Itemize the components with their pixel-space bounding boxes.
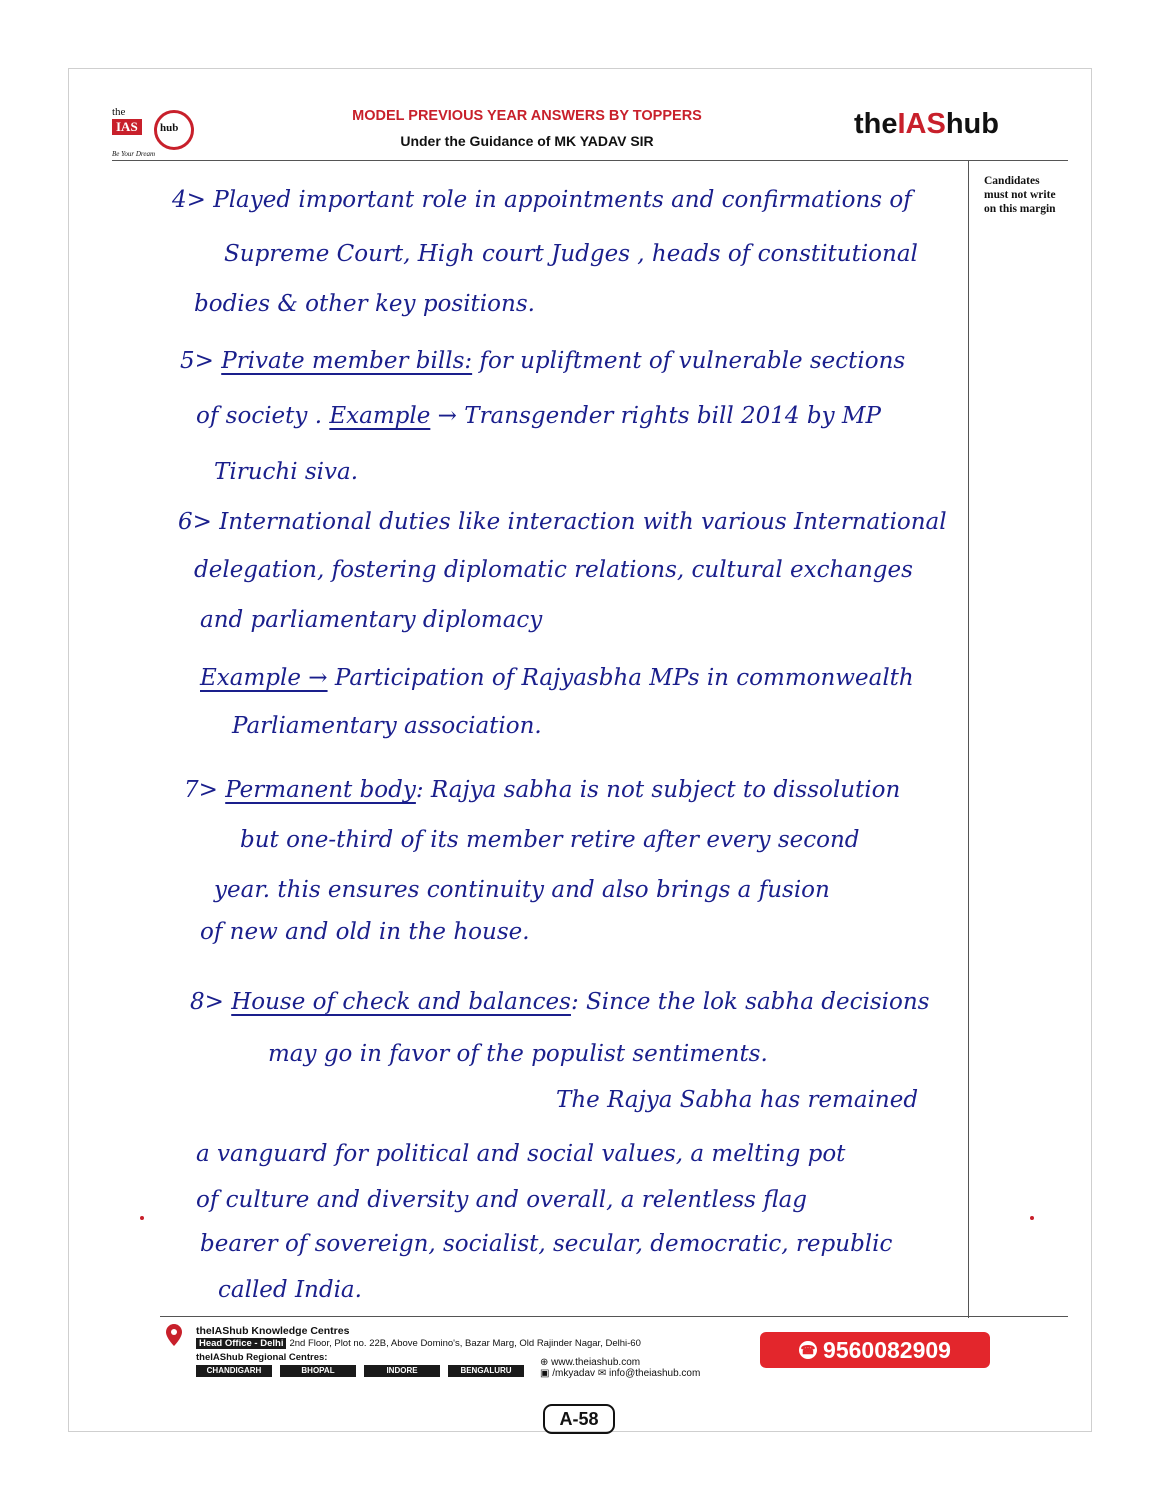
city-chandigarh: CHANDIGARH <box>196 1365 272 1377</box>
point-5-text-2b: → Transgender rights bill 2014 by MP <box>437 403 881 429</box>
mail-icon: ✉ <box>597 1368 607 1379</box>
margin-line <box>968 160 969 1318</box>
point-5-heading: Private member bills: <box>221 348 473 374</box>
point-6-example-line <box>200 664 914 692</box>
header-divider <box>112 160 1068 161</box>
point-5-number: 5> <box>180 348 214 374</box>
city-bhopal: BHOPAL <box>280 1365 356 1377</box>
brand-suffix: hub <box>945 108 999 140</box>
page-number: A-58 <box>543 1404 615 1434</box>
head-office-address: 2nd Floor, Plot no. 22B, Above Domino's, Bazar Marg, Old Rajinder Nagar, Delhi-60 <box>289 1338 641 1349</box>
point-6-example-text: Participation of Rajyasbha MPs in commonwealth <box>334 665 914 691</box>
city-indore: INDORE <box>364 1365 440 1377</box>
point-8-number: 8> <box>190 989 224 1015</box>
conclusion-line-3: of culture and diversity and overall, a relentless flag <box>196 1187 808 1213</box>
answer-sheet <box>68 68 1092 1432</box>
point-6-text-1: International duties like interaction with various International <box>219 509 947 535</box>
point-4-line-2: Supreme Court, High court Judges , heads of constitutional <box>224 241 918 267</box>
point-5-text-1: for upliftment of vulnerable sections <box>479 348 906 374</box>
brand-name <box>854 108 999 141</box>
point-8-line-2: may go in favor of the populist sentiments. <box>268 1041 768 1067</box>
header-subtitle: Under the Guidance of MK YADAV SIR <box>400 133 654 149</box>
conclusion-line-4: bearer of sovereign, socialist, secular, democratic, republic <box>200 1231 893 1257</box>
social-icon: ▣ <box>540 1368 550 1379</box>
margin-note: Candidates must not write on this margin <box>984 175 1056 215</box>
head-office-label: Head Office - Delhi <box>196 1338 286 1349</box>
iashub-logo <box>112 104 204 160</box>
phone-number: 9560082909 <box>823 1337 951 1363</box>
point-5-line-2 <box>196 402 881 430</box>
brand-ias: IAS <box>897 108 946 140</box>
logo-the-text: the <box>112 106 126 118</box>
margin-mark-left <box>140 1216 144 1220</box>
conclusion-line-5: called India. <box>218 1277 362 1303</box>
footer-email[interactable]: info@theiashub.com <box>608 1368 701 1379</box>
point-7-line-2: but one-third of its member retire after every second <box>240 827 860 853</box>
globe-icon: ⊕ <box>540 1357 549 1368</box>
point-7-heading: Permanent body <box>225 777 416 803</box>
logo-ias-text: IAS <box>112 119 142 135</box>
point-7-number: 7> <box>184 777 218 803</box>
point-4-line-1 <box>172 186 912 214</box>
footer-website[interactable]: www.theiashub.com <box>551 1357 641 1368</box>
point-7-line-1 <box>184 776 900 804</box>
point-7-line-3: year. this ensures continuity and also brings a fusion <box>214 877 830 903</box>
point-4-number: 4> <box>172 187 206 213</box>
phone-icon: ☎ <box>800 1343 816 1357</box>
conclusion-line-1: The Rajya Sabha has remained <box>556 1087 919 1113</box>
point-7-line-4: of new and old in the house. <box>200 919 530 945</box>
footer-social[interactable]: /mkyadav <box>552 1368 596 1379</box>
footer-contacts <box>540 1357 700 1379</box>
phone-badge[interactable] <box>760 1332 990 1368</box>
point-5-text-2a: of society . <box>196 403 323 429</box>
footer-head-office <box>196 1338 641 1349</box>
point-7-text-1: : Rajya sabha is not subject to dissolution <box>415 777 901 803</box>
point-6-line-2: delegation, fostering diplomatic relations, cultural exchanges <box>194 557 913 583</box>
header-title: MODEL PREVIOUS YEAR ANSWERS BY TOPPERS <box>352 108 702 124</box>
brand-prefix: the <box>854 108 898 140</box>
point-6-example-label: Example → <box>200 665 328 691</box>
location-pin-icon <box>166 1324 182 1346</box>
margin-mark-right <box>1030 1216 1034 1220</box>
logo-tagline: Be Your Dream <box>112 150 156 158</box>
point-6-line-1 <box>178 508 947 536</box>
logo-hub-text: hub <box>160 122 179 134</box>
point-6-line-3: and parliamentary diplomacy <box>200 607 543 633</box>
footer-divider <box>160 1316 1068 1317</box>
point-8-line-1 <box>190 988 929 1016</box>
point-6-number: 6> <box>178 509 212 535</box>
point-5-line-1 <box>180 347 905 375</box>
point-8-text-1: : Since the lok sabha decisions <box>570 989 930 1015</box>
point-6-example-line-2: Parliamentary association. <box>232 713 542 739</box>
city-bengaluru: BENGALURU <box>448 1365 524 1377</box>
conclusion-line-2: a vanguard for political and social values, a melting pot <box>196 1141 846 1167</box>
point-8-heading: House of check and balances <box>231 989 571 1015</box>
footer-centres-title: theIAShub Knowledge Centres <box>196 1325 350 1337</box>
point-4-text-1: Played important role in appointments and confirmations of <box>213 187 912 213</box>
point-5-example-label: Example <box>329 403 431 429</box>
point-5-line-3: Tiruchi siva. <box>214 459 359 485</box>
point-4-line-3: bodies & other key positions. <box>194 291 535 317</box>
footer-regional-title: theIAShub Regional Centres: <box>196 1352 328 1363</box>
